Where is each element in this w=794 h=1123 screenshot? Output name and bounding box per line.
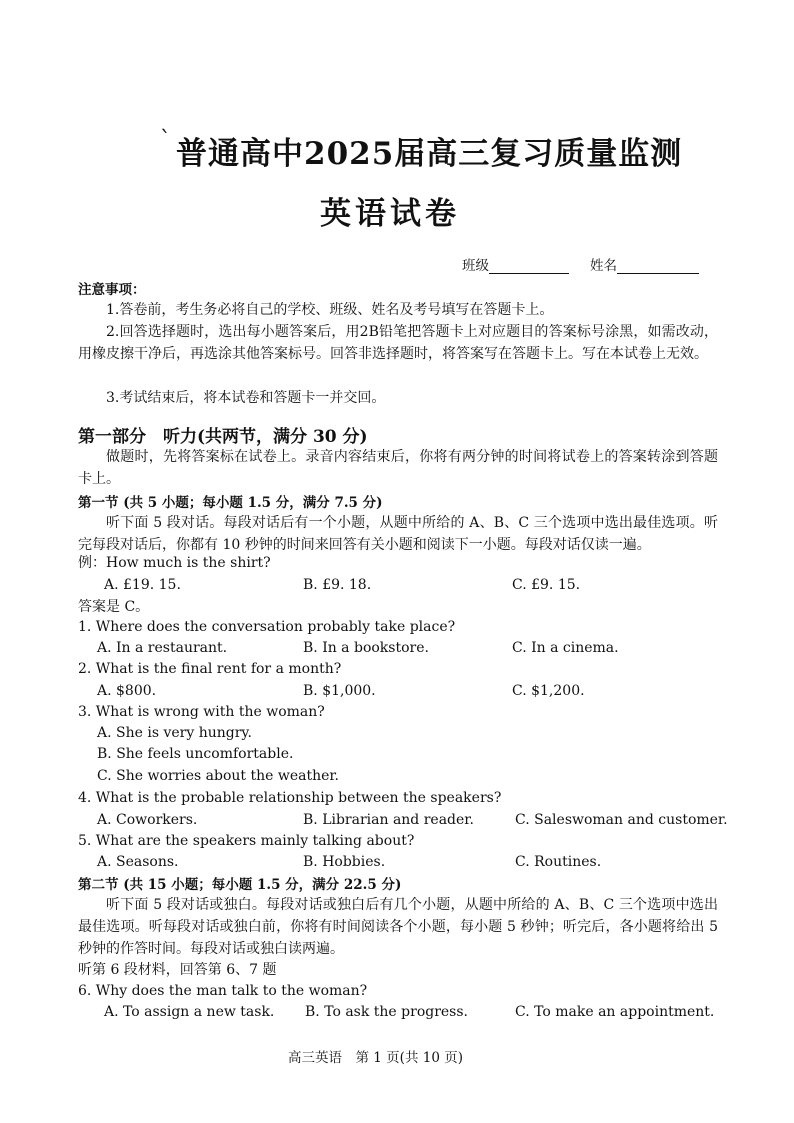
q3-option-b: B. She feels uncomfortable. [97, 746, 294, 762]
q2-option-a: A. $800. [97, 683, 157, 699]
material-instruction: 听第 6 段材料，回答第 6、7 题 [78, 962, 277, 978]
q6-option-b: B. To ask the progress. [305, 1004, 469, 1020]
class-field[interactable] [462, 254, 569, 274]
question-4: 4. What is the probable relationship between the speakers? [78, 790, 502, 806]
q3-option-a: A. She is very hungry. [97, 725, 252, 741]
question-2: 2. What is the final rent for a month? [78, 661, 342, 677]
question-6: 6. Why does the man talk to the woman? [78, 983, 368, 999]
section2-title: 第二节 (共 15 小题；每小题 1.5 分，满分 22.5 分) [78, 877, 402, 893]
question-3: 3. What is wrong with the woman? [78, 704, 325, 720]
name-label: 姓名 [590, 258, 617, 274]
part1-intro: 做题时，先将答案标在试卷上。录音内容结束后，你将有两分钟的时间将试卷上的答案转涂到答题卡上。 [78, 449, 718, 487]
q5-option-a: A. Seasons. [97, 854, 179, 870]
class-blank[interactable] [489, 259, 569, 274]
section2-intro: 听下面 5 段对话或独白。每段对话或独白后有几个小题，从题中所给的 A、B、C 三个选项中选出最佳选项。听每段对话或独白前，你将有时间阅读各个小题，每小题 5 秒钟；听完后，各小题将给出 5 秒钟的作答时间。每段对话或独白读两遍。 [78, 897, 718, 957]
example-answer: 答案是 C。 [78, 599, 150, 615]
notice-item-3: 3.考试结束后，将本试卷和答题卡一并交回。 [106, 390, 386, 406]
example-question: 例：How much is the shirt? [78, 555, 271, 571]
q2-option-c: C. $1,200. [512, 683, 585, 699]
example-option-b: B. £9. 18. [303, 577, 372, 593]
section1-intro: 听下面 5 段对话。每段对话后有一个小题，从题中所给的 A、B、C 三个选项中选出最佳选项。听完每段对话后，你都有 10 秒钟的时间来回答有关小题和阅读下一小题。每段对话仅读一遍。 [78, 515, 718, 553]
q1-option-c: C. In a cinema. [512, 640, 619, 656]
q5-option-c: C. Routines. [515, 854, 602, 870]
q5-option-b: B. Hobbies. [303, 854, 386, 870]
q4-option-a: A. Coworkers. [97, 812, 198, 828]
name-field[interactable] [590, 254, 699, 274]
tick-mark: ` [160, 128, 171, 153]
name-blank[interactable] [617, 259, 699, 274]
q3-option-c: C. She worries about the weather. [97, 768, 340, 784]
example-option-a: A. £19. 15. [104, 577, 181, 593]
page-footer: 高三英语 第 1 页(共 10 页) [288, 1050, 463, 1066]
notice-item-1: 1.答卷前，考生务必将自己的学校、班级、姓名及考号填写在答题卡上。 [106, 302, 554, 318]
q6-option-c: C. To make an appointment. [515, 1004, 715, 1020]
class-label: 班级 [462, 258, 489, 274]
q4-option-b: B. Librarian and reader. [303, 812, 474, 828]
part1-title: 第一部分 听力(共两节，满分 30 分) [78, 427, 368, 447]
q1-option-b: B. In a bookstore. [303, 640, 429, 656]
example-option-c: C. £9. 15. [512, 577, 581, 593]
question-1: 1. Where does the conversation probably take place? [78, 619, 456, 635]
section1-title: 第一节 (共 5 小题；每小题 1.5 分，满分 7.5 分) [78, 495, 383, 511]
q6-option-a: A. To assign a new task. [104, 1004, 275, 1020]
notice-item-2: 2.回答选择题时，选出每小题答案后，用2B铅笔把答题卡上对应题目的答案标号涂黑，如需改动，用橡皮擦干净后，再选涂其他答案标号。回答非选择题时，将答案写在答题卡上。写在本试卷上无效。 [78, 324, 718, 362]
exam-title: 普通高中2025届高三复习质量监测 [176, 136, 683, 172]
q4-option-c: C. Saleswoman and customer. [515, 812, 728, 828]
q1-option-a: A. In a restaurant. [97, 640, 228, 656]
question-5: 5. What are the speakers mainly talking about? [78, 833, 415, 849]
notice-heading: 注意事项： [78, 282, 146, 298]
exam-subtitle: 英语试卷 [320, 196, 460, 232]
q2-option-b: B. $1,000. [303, 683, 376, 699]
